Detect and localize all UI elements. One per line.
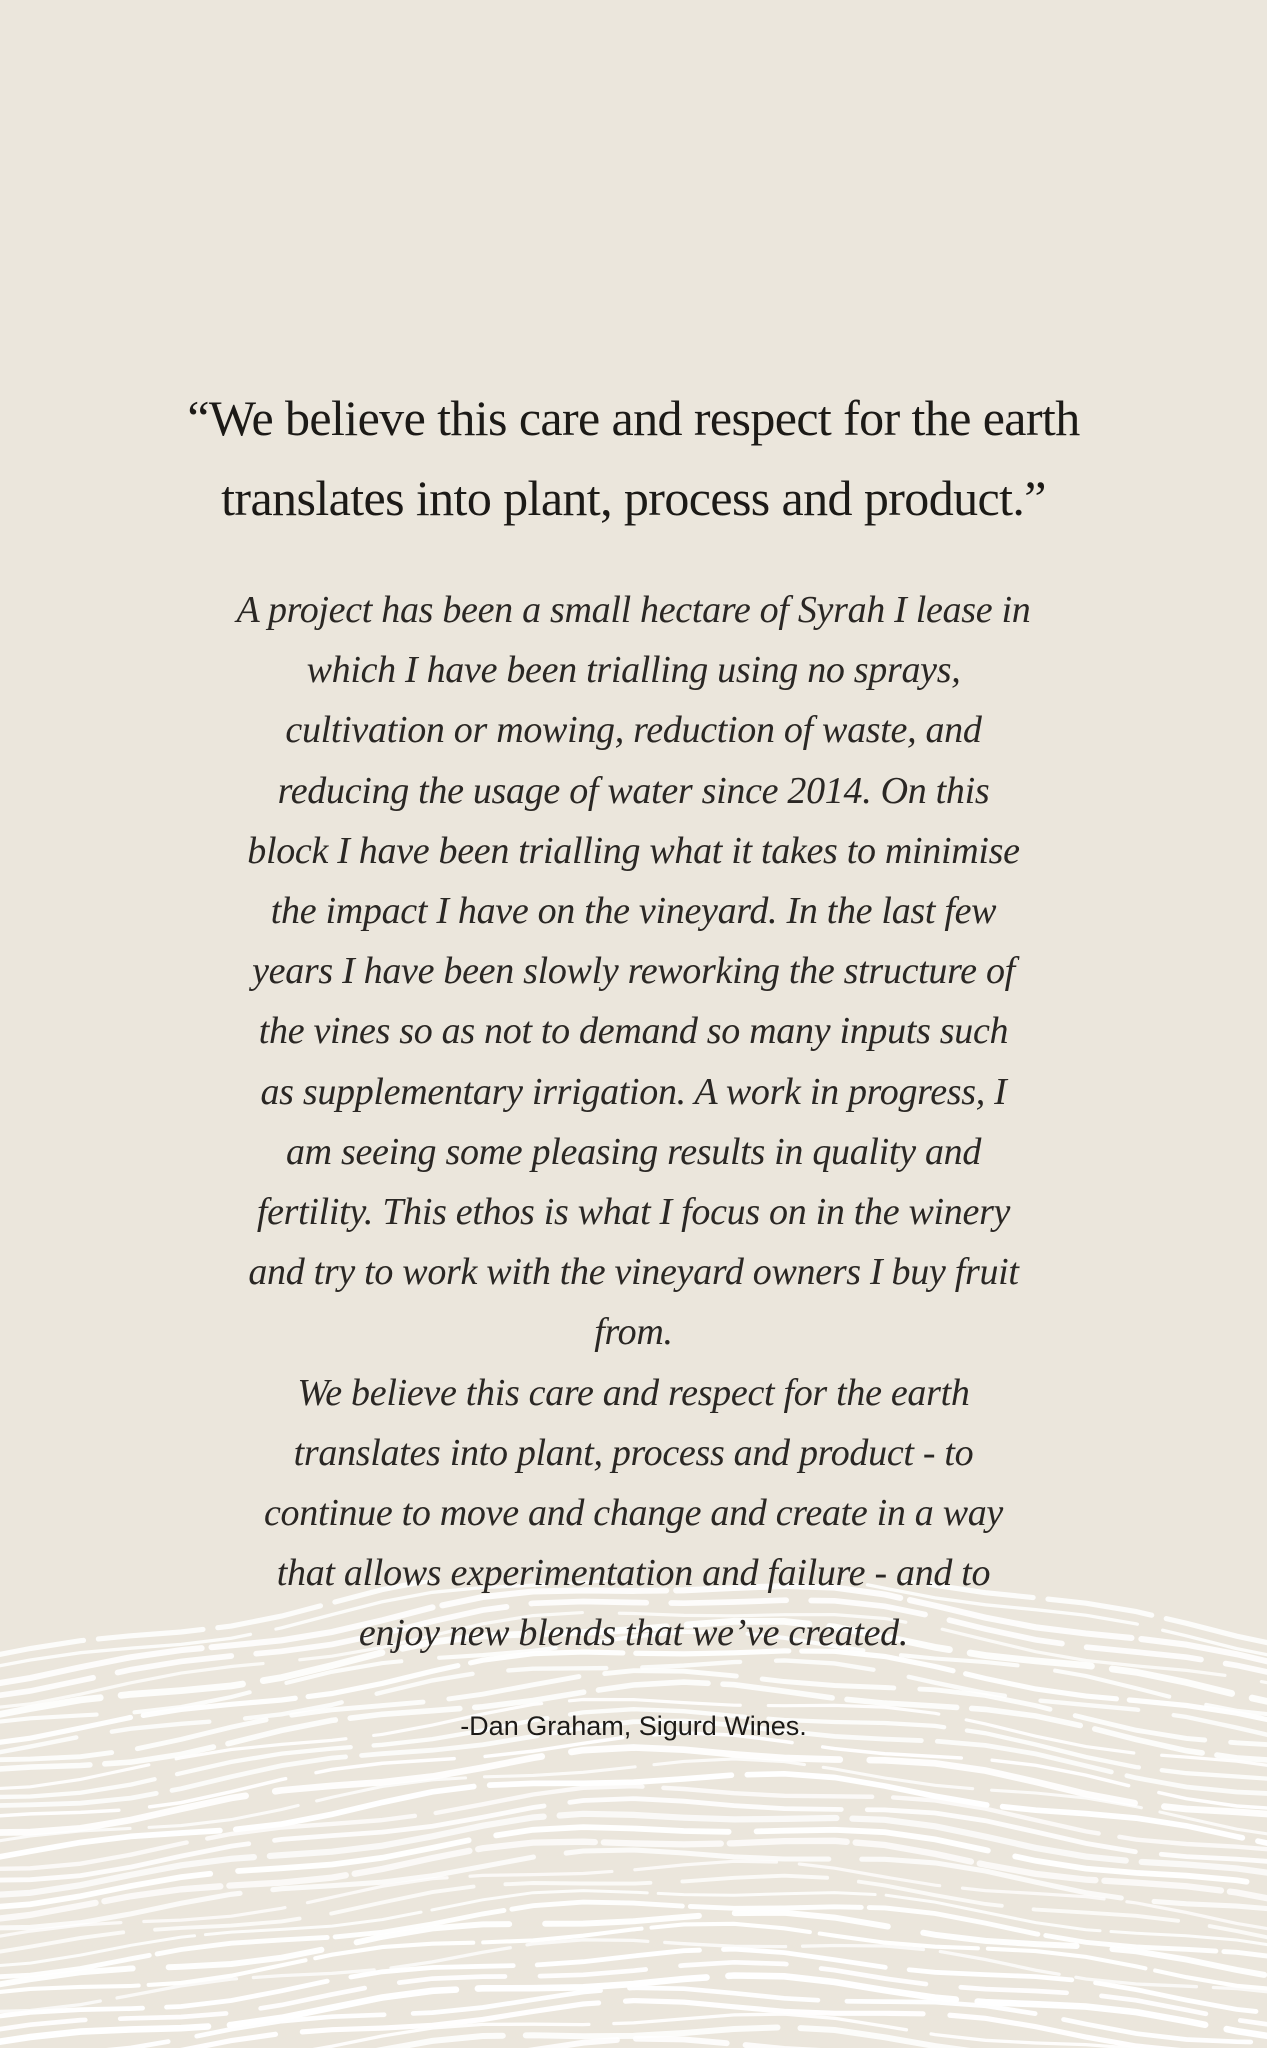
body-line: which I have been trialling using no sprays, [306, 649, 961, 692]
body-paragraph [180, 580, 1087, 1664]
body-line: from. [594, 1311, 673, 1354]
body-line: the impact I have on the vineyard. In the last few [270, 890, 997, 933]
attribution: -Dan Graham, Sigurd Wines. [460, 1711, 807, 1741]
body-line: the vines so as not to demand so many inputs such [258, 1010, 1009, 1053]
body-line: am seeing some pleasing results in quality and [285, 1130, 982, 1173]
wave-line [0, 1748, 1267, 1833]
body-line: and try to work with the vineyard owners I buy fruit [248, 1251, 1019, 1294]
wave-line [0, 2014, 1267, 2048]
body-line: as supplementary irrigation. A work in progress, I [260, 1070, 1007, 1113]
body-line: years I have been slowly reworking the structure of [252, 950, 1015, 993]
body-line: block I have been trialling what it takes to minimise [247, 829, 1020, 872]
body-line: enjoy new blends that we’ve created. [358, 1612, 909, 1655]
body-line: We believe this care and respect for the earth [297, 1371, 970, 1414]
body-line: A project has been a small hectare of Syrah I lease in [236, 589, 1031, 631]
pull-quote-line: “We believe this care and respect for the earth [187, 390, 1080, 446]
body-line: fertility. This ethos is what I focus on in the winery [256, 1191, 1011, 1234]
body-line: translates into plant, process and product - to [293, 1431, 974, 1474]
pull-quote [160, 378, 1107, 538]
body-line: continue to move and change and create in a way [263, 1492, 1004, 1535]
body-line: reducing the usage of water since 2014. On this [277, 769, 990, 812]
body-line: cultivation or mowing, reduction of waste, and [285, 709, 982, 752]
pull-quote-line: translates into plant, process and product.” [221, 470, 1046, 526]
body-line: that allows experimentation and failure - and to [276, 1552, 991, 1595]
